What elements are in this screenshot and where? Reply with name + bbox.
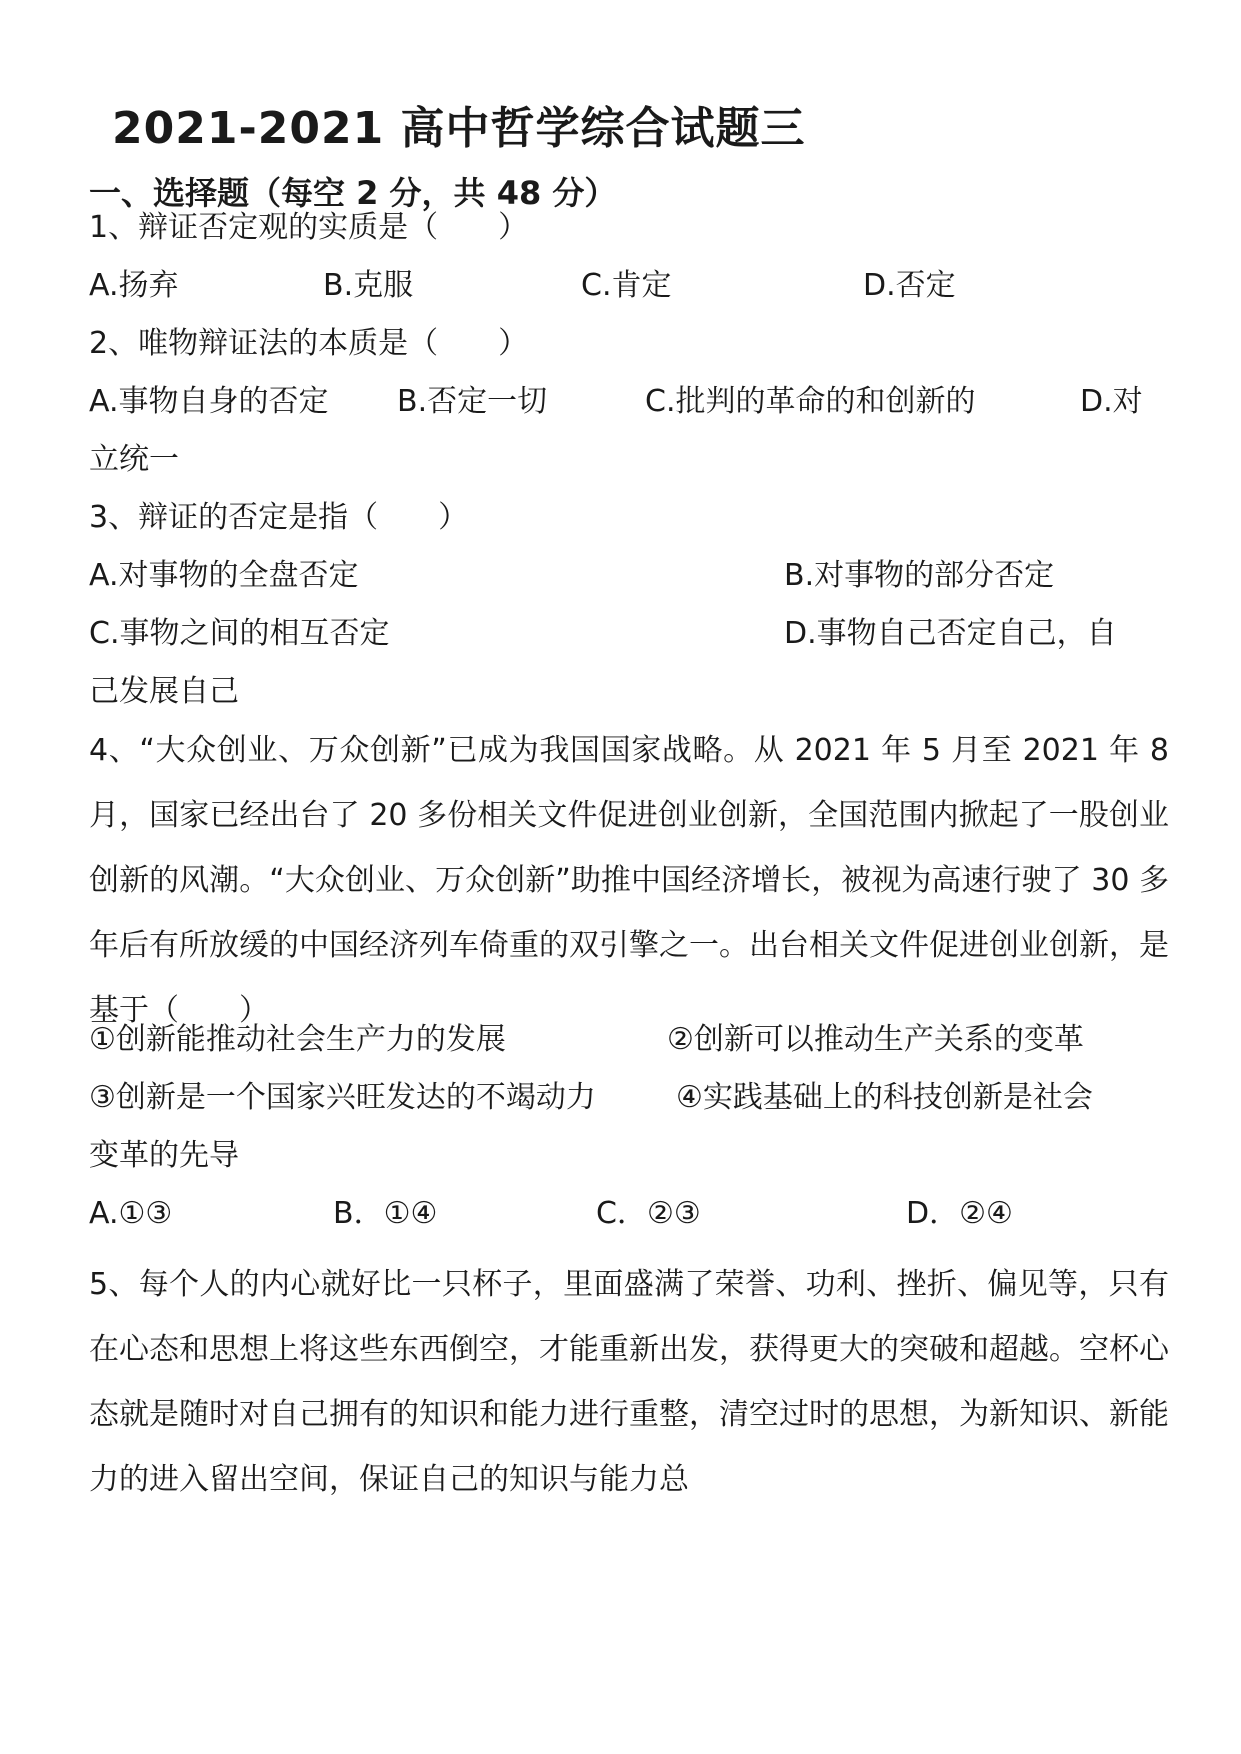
question-1-option-d: D.否定 xyxy=(863,268,956,303)
question-4-option-a: A.①③ xyxy=(89,1196,173,1231)
question-4-item-2: ②创新可以推动生产关系的变革 xyxy=(667,1022,1084,1057)
question-2-option-d: D.对 xyxy=(1080,384,1143,419)
question-4-option-c: C．②③ xyxy=(596,1196,701,1231)
question-1-option-b: B.克服 xyxy=(323,268,414,303)
question-3-stem: 3、辩证的否定是指（ ） xyxy=(89,500,469,535)
question-4-option-b: B．①④ xyxy=(333,1196,438,1231)
question-2-option-a: A.事物自身的否定 xyxy=(89,384,329,419)
question-5-stem: 5、每个人的内心就好比一只杯子，里面盛满了荣誉、功利、挫折、偏见等，只有在心态和思想上将这些东西倒空，才能重新出发，获得更大的突破和超越。空杯心态就是随时对自己拥有的知识和能力进行重整，清空过时的思想，为新知识、新能力的进入留出空间，保证自己的知识与能力总 xyxy=(89,1267,1169,1497)
question-2-option-b: B.否定一切 xyxy=(397,384,548,419)
question-3-option-c: C.事物之间的相互否定 xyxy=(89,616,390,651)
question-1-stem: 1、辩证否定观的实质是（ ） xyxy=(89,210,529,245)
question-4-item-1: ①创新能推动社会生产力的发展 xyxy=(89,1022,506,1057)
question-4-item-4-continued: 变革的先导 xyxy=(89,1138,239,1173)
question-2-stem: 2、唯物辩证法的本质是（ ） xyxy=(89,326,529,361)
section-heading: 一、选择题（每空 2 分，共 48 分） xyxy=(89,174,617,212)
question-3-option-d-continued: 己发展自己 xyxy=(89,674,239,709)
question-4-stem: 4、“大众创业、万众创新”已成为我国国家战略。从 2021 年 5 月至 2021 年 8 月，国家已经出台了 20 多份相关文件促进创业创新，全国范围内掀起了一股创业创新的风潮。“大众创业、万众创新”助推中国经济增长，被视为高速行驶了 30 多年后有所放缓的中国经济列车倚重的双引擎之一。出台相关文件促进创业创新，是基于（ ） xyxy=(89,733,1169,1028)
question-1-option-c: C.肯定 xyxy=(581,268,672,303)
question-4-item-4: ④实践基础上的科技创新是社会 xyxy=(676,1080,1093,1115)
question-1-option-a: A.扬弃 xyxy=(89,268,179,303)
question-2-option-d-continued: 立统一 xyxy=(89,442,179,477)
page-title: 2021-2021 高中哲学综合试题三 xyxy=(112,103,806,154)
question-4-item-3: ③创新是一个国家兴旺发达的不竭动力 xyxy=(89,1080,596,1115)
question-3-option-a: A.对事物的全盘否定 xyxy=(89,558,359,593)
question-4-option-d: D．②④ xyxy=(906,1196,1013,1231)
question-3-option-d: D.事物自己否定自己，自 xyxy=(784,616,1117,651)
question-3-option-b: B.对事物的部分否定 xyxy=(784,558,1055,593)
question-2-option-c: C.批判的革命的和创新的 xyxy=(645,384,976,419)
